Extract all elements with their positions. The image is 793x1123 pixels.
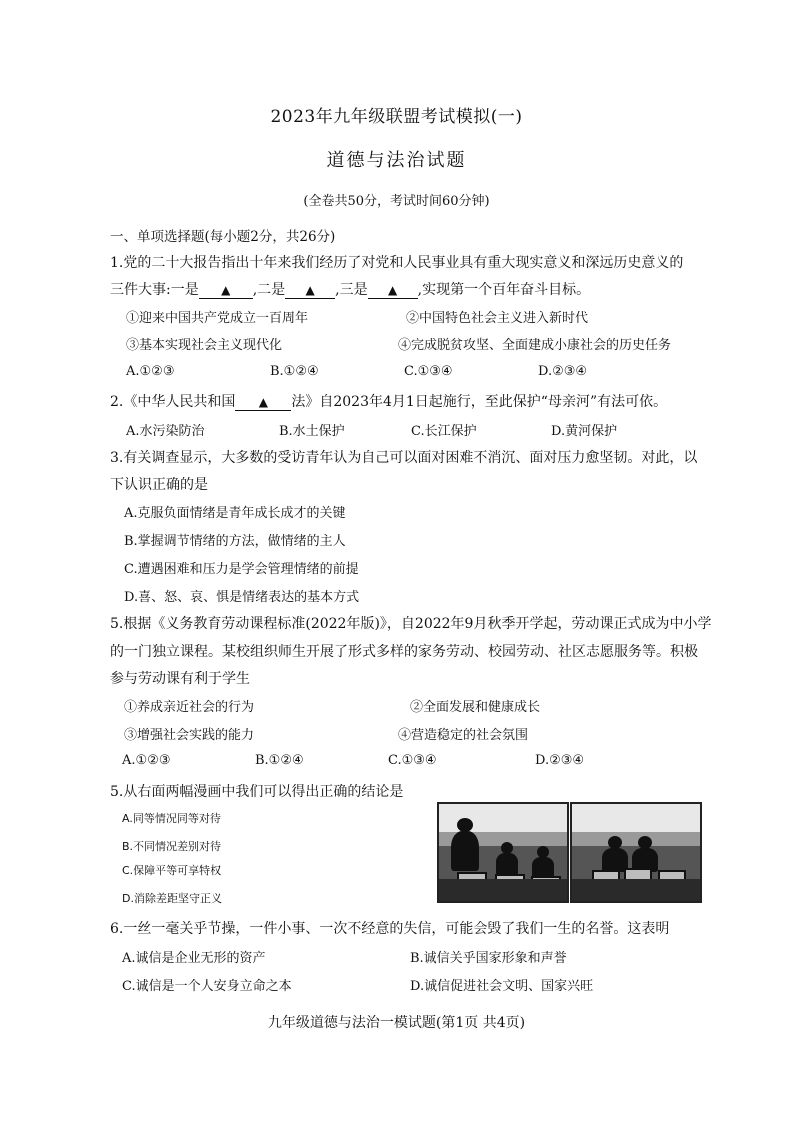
q1-statement-4: ④完成脱贫攻坚、全面建成小康社会的历史任务 xyxy=(398,338,672,353)
q1-statement-1: ①迎来中国共产党成立一百周年 xyxy=(126,311,309,326)
q2-option-c[interactable]: C.长江保护 xyxy=(411,424,477,439)
q6-option-a[interactable]: A.诚信是企业无形的资产 xyxy=(122,951,266,966)
q5b-option-a[interactable]: A.同等情况同等对待 xyxy=(122,812,221,825)
q5b-option-b[interactable]: B.不同情况差别对待 xyxy=(122,840,222,853)
q1-statement-3: ③基本实现社会主义现代化 xyxy=(126,338,283,353)
q3-stem-line2: 下认识正确的是 xyxy=(110,477,208,493)
q5a-statement-4: ④营造稳定的社会氛围 xyxy=(398,728,529,743)
q2-text-a: 2.《中华人民共和国 xyxy=(110,394,236,410)
triangle-icon: ▲ xyxy=(305,283,315,297)
q5a-statement-2: ②全面发展和健康成长 xyxy=(410,700,541,715)
q6-stem: 6.一丝一毫关乎节操，一件小事、一次不经意的失信，可能会毁了我们一生的名誉。这表明 xyxy=(110,921,670,937)
q3-option-b[interactable]: B.掌握调节情绪的方法，做情绪的主人 xyxy=(124,534,346,549)
q3-option-c[interactable]: C.遭遇困难和压力是学会管理情绪的前提 xyxy=(124,562,359,577)
q6-option-c[interactable]: C.诚信是一个人安身立命之本 xyxy=(122,979,292,994)
page-footer: 九年级道德与法治一模试题(第1页 共4页) xyxy=(267,1015,526,1031)
triangle-icon: ▲ xyxy=(388,283,398,297)
q1-option-a[interactable]: A.①②③ xyxy=(126,364,175,379)
q5b-option-c[interactable]: C.保障平等可享特权 xyxy=(122,864,222,877)
q1-blank-2 xyxy=(285,282,335,299)
q1-stem-line2 xyxy=(110,279,590,299)
subject-title: 道德与法治试题 xyxy=(326,150,467,171)
q1-option-c[interactable]: C.①③④ xyxy=(404,364,453,379)
exam-note: (全卷共50分，考试时间60分钟) xyxy=(303,194,490,209)
q2-stem xyxy=(110,391,667,411)
q5a-option-c[interactable]: C.①③④ xyxy=(388,753,437,768)
q1-blank-3 xyxy=(368,282,418,299)
q2-option-b[interactable]: B.水土保护 xyxy=(279,424,345,439)
comic-image-left xyxy=(437,802,569,903)
q5a-option-d[interactable]: D.②③④ xyxy=(535,753,585,768)
q3-option-a[interactable]: A.克服负面情绪是青年成长成才的关键 xyxy=(124,506,346,521)
q6-option-b[interactable]: B.诚信关乎国家形象和声誉 xyxy=(410,951,567,966)
q5a-stem-line1: 5.根据《义务教育劳动课程标准(2022年版)》，自2022年9月秋季开学起，劳动课正式成为中小学 xyxy=(110,616,712,632)
q5a-stem-line2: 的一门独立课程。某校组织师生开展了形式多样的家务劳动、校园劳动、社区志愿服务等。积极 xyxy=(110,644,698,660)
q2-blank xyxy=(235,394,291,411)
q6-option-d[interactable]: D.诚信促进社会文明、国家兴旺 xyxy=(410,979,594,994)
q1-text-d: ,实现第一个百年奋斗目标。 xyxy=(417,282,591,298)
q2-option-d[interactable]: D.黄河保护 xyxy=(551,424,618,439)
q1-text-c: ,三是 xyxy=(335,282,368,298)
q1-stem-line1: 1.党的二十大报告指出十年来我们经历了对党和人民事业具有重大现实意义和深远历史意义的 xyxy=(110,255,684,271)
q3-option-d[interactable]: D.喜、怒、哀、惧是情绪表达的基本方式 xyxy=(124,590,360,605)
q1-statement-2: ②中国特色社会主义进入新时代 xyxy=(406,311,589,326)
q1-option-d[interactable]: D.②③④ xyxy=(538,364,588,379)
triangle-icon: ▲ xyxy=(258,395,268,409)
comic-image-right xyxy=(570,802,702,903)
q5b-option-d[interactable]: D.消除差距坚守正义 xyxy=(122,892,222,905)
exam-title: 2023年九年级联盟考试模拟(一) xyxy=(270,107,523,127)
q2-text-b: 法》自2023年4月1日起施行，至此保护“母亲河”有法可依。 xyxy=(291,394,668,410)
q1-blank-1 xyxy=(199,282,253,299)
q5a-statement-1: ①养成亲近社会的行为 xyxy=(124,700,255,715)
q5b-stem: 5.从右面两幅漫画中我们可以得出正确的结论是 xyxy=(110,784,404,800)
q5a-stem-line3: 参与劳动课有利于学生 xyxy=(110,671,250,687)
q1-text-b: ,二是 xyxy=(252,282,286,298)
triangle-icon: ▲ xyxy=(221,283,231,297)
q1-text-a: 三件大事:一是 xyxy=(110,282,199,298)
q5a-option-a[interactable]: A.①②③ xyxy=(122,753,171,768)
q1-option-b[interactable]: B.①②④ xyxy=(270,364,319,379)
q5a-statement-3: ③增强社会实践的能力 xyxy=(124,728,255,743)
q5a-option-b[interactable]: B.①②④ xyxy=(255,753,304,768)
q3-stem-line1: 3.有关调查显示，大多数的受访青年认为自己可以面对困难不消沉、面对压力愈坚韧。对此，以 xyxy=(110,450,698,466)
q2-option-a[interactable]: A.水污染防治 xyxy=(126,424,205,439)
section-heading: 一、单项选择题(每小题2分，共26分) xyxy=(110,229,336,245)
